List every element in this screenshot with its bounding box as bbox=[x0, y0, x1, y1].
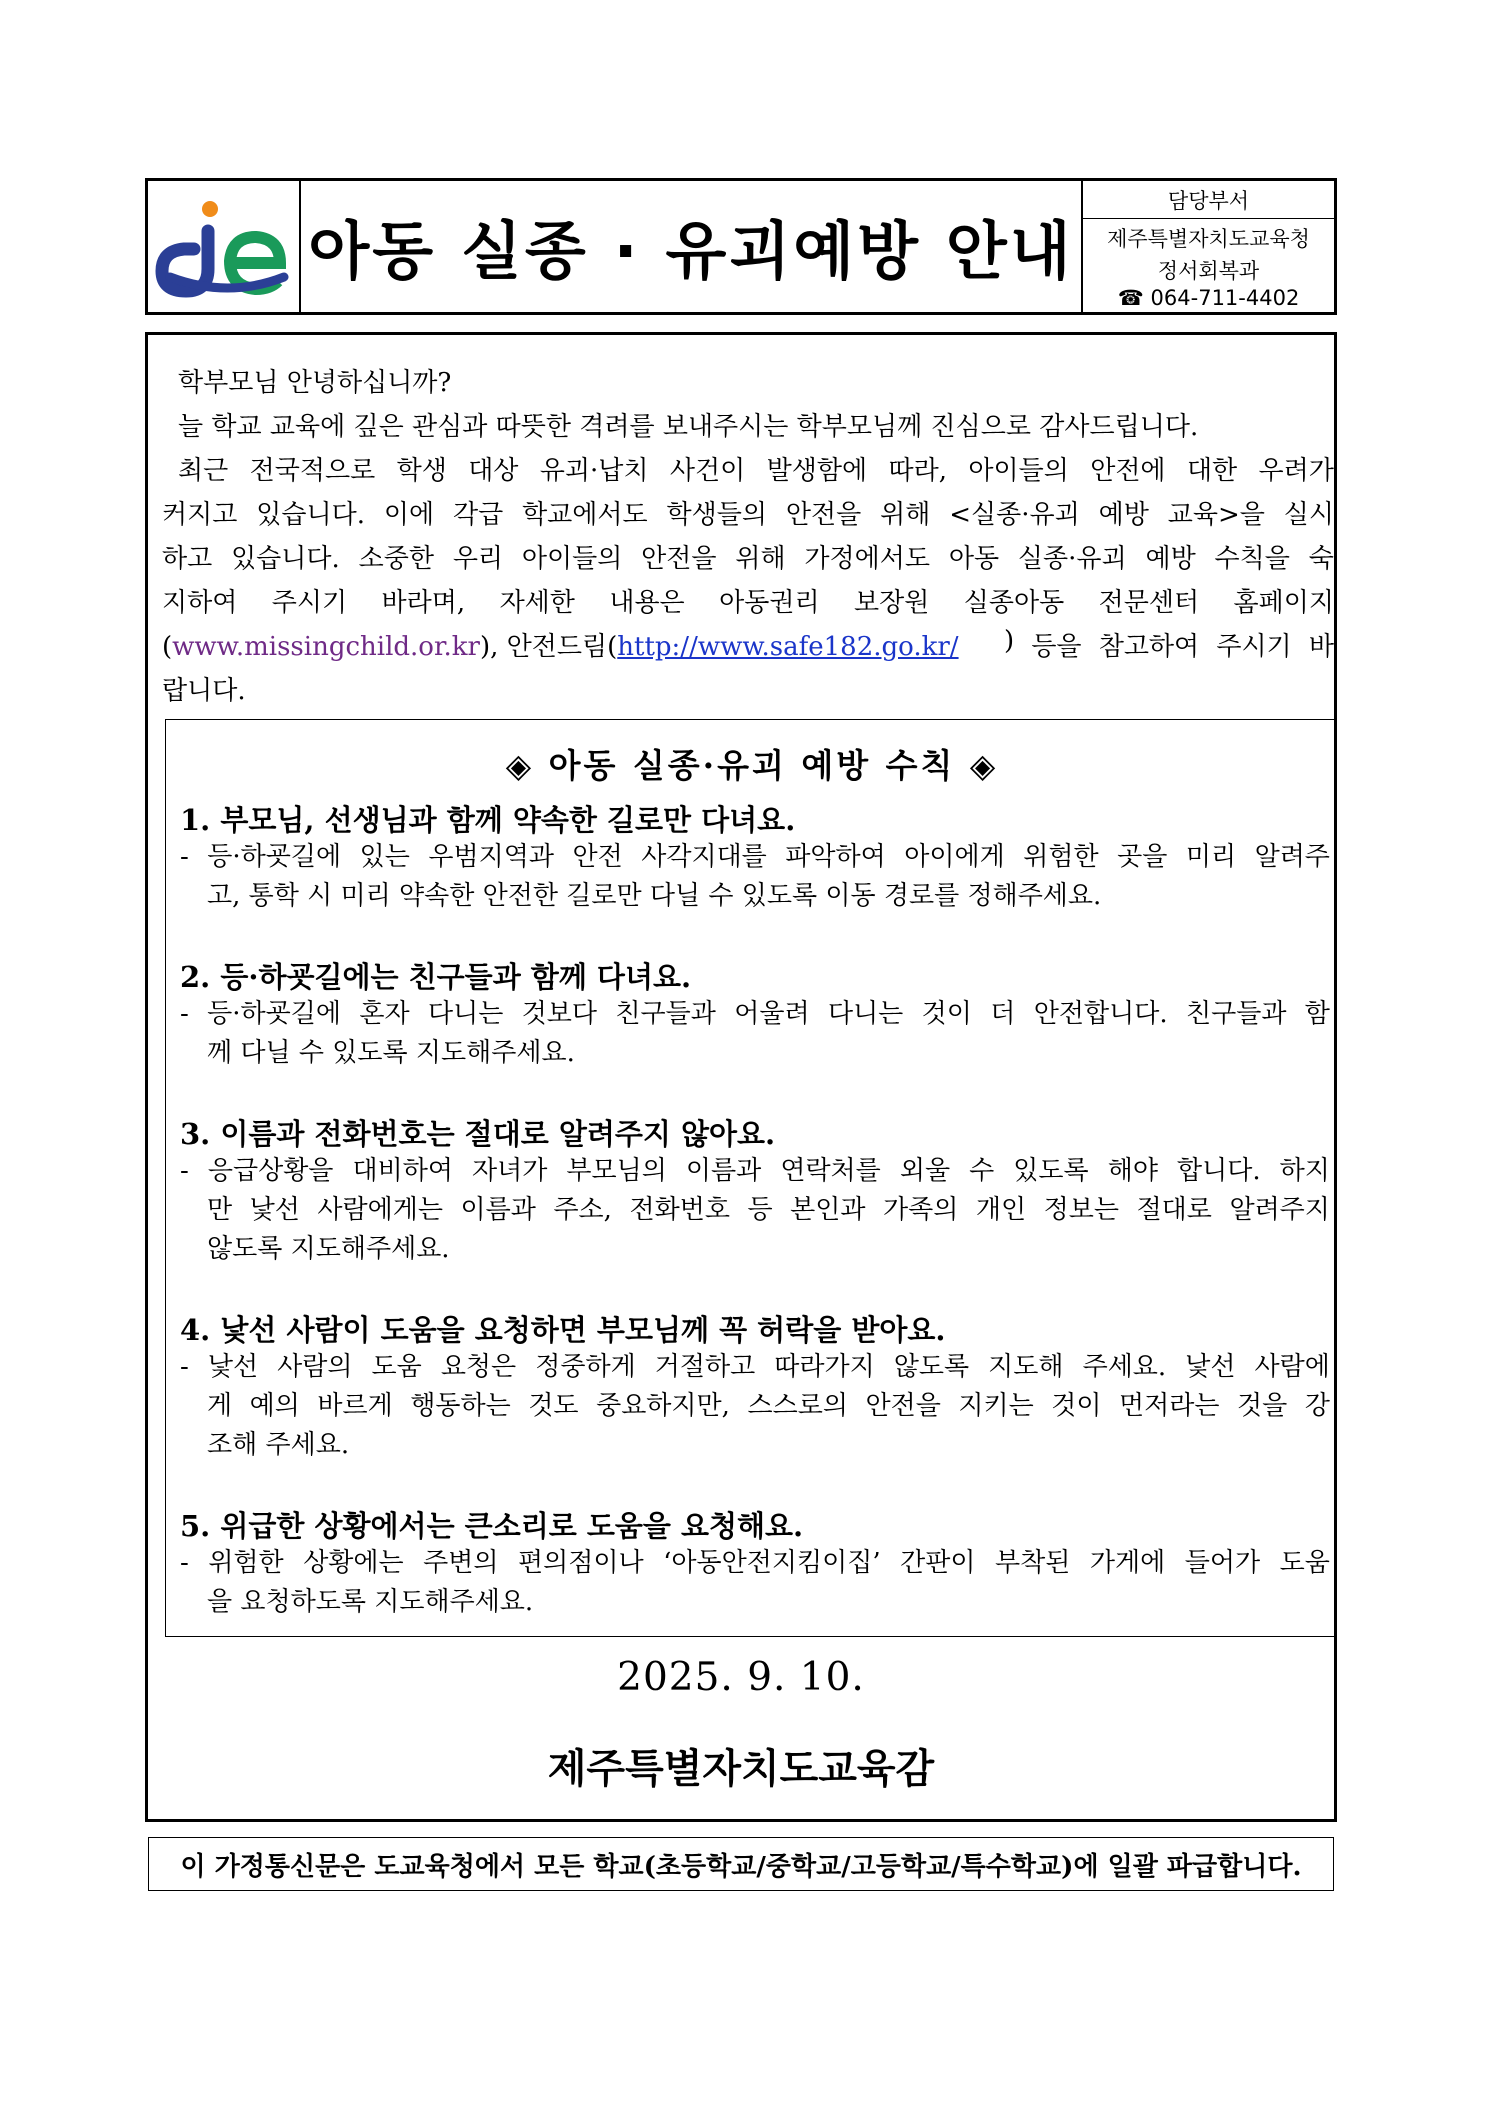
rule-line: 고, 통학 시 미리 약속한 안전한 길로만 다닐 수 있도록 이동 경로를 정해주세요. bbox=[207, 881, 1102, 911]
intro-word: 위해 bbox=[880, 500, 931, 530]
intro-word: 소중한 bbox=[358, 544, 434, 574]
intro-word: 각급 bbox=[452, 500, 504, 530]
intro-word: 최근 bbox=[178, 456, 229, 486]
intro-word: 아이들의 bbox=[968, 456, 1069, 486]
intro-word: 아동 bbox=[948, 544, 1000, 574]
intro-word: 바라며, bbox=[381, 588, 466, 618]
intro-line bbox=[162, 538, 1334, 575]
rule-description bbox=[180, 1152, 1330, 1269]
rule-heading: 2. 등·하굣길에는 친구들과 함께 다녀요. bbox=[180, 960, 692, 994]
intro-word: 실종아동 bbox=[963, 588, 1065, 618]
rules-box bbox=[165, 719, 1337, 1637]
intro-word: 이에 bbox=[383, 500, 435, 530]
thanks-line: 늘 학교 교육에 깊은 관심과 따뜻한 격려를 보내주시는 학부모님께 진심으로 감사드립니다. bbox=[178, 412, 1199, 442]
intro-word: 예방 bbox=[1145, 544, 1196, 574]
intro-word: 있습니다. bbox=[231, 544, 340, 574]
phone-icon: ☎ bbox=[1117, 286, 1144, 310]
department-division: 정서회복과 bbox=[1157, 259, 1260, 283]
rule-heading: 4. 낯선 사람이 도움을 요청하면 부모님께 꼭 허락을 받아요. bbox=[180, 1313, 946, 1347]
rule-line: - 응급상황을 대비하여 자녀가 부모님의 이름과 연락처를 외울 수 있도록 해야 합니다. 하지 bbox=[180, 1156, 1330, 1186]
phone-number: 064-711-4402 bbox=[1150, 286, 1300, 310]
intro-word: 주시기 bbox=[271, 588, 348, 618]
rule-heading: 3. 이름과 전화번호는 절대로 알려주지 않아요. bbox=[180, 1117, 776, 1151]
rule-line: - 낯선 사람의 도움 요청은 정중하게 거절하고 따라가지 않도록 지도해 주세요. 낯선 사람에 bbox=[180, 1352, 1330, 1382]
rule-heading: 1. 부모님, 선생님과 함께 약속한 길로만 다녀요. bbox=[180, 803, 796, 837]
link-line-right: ) 등을 참고하여 주시기 바 bbox=[1004, 626, 1334, 662]
intro-word: <실종·유괴 bbox=[949, 500, 1080, 530]
intro-word: 커지고 bbox=[162, 500, 238, 530]
header-table bbox=[145, 178, 1337, 315]
intro-word: 보장원 bbox=[853, 588, 930, 618]
intro-word: 학교에서도 bbox=[522, 500, 648, 530]
department-cell bbox=[1083, 181, 1334, 312]
safe182-link[interactable]: http://www.safe182.go.kr/ bbox=[617, 632, 959, 662]
intro-word: 교육>을 bbox=[1167, 500, 1265, 530]
intro-word: 안전을 bbox=[641, 544, 717, 574]
intro-word: 실시 bbox=[1283, 500, 1334, 530]
intro-line bbox=[178, 450, 1334, 487]
intro-word: 안전에 bbox=[1090, 456, 1166, 486]
intro-word: 하고 bbox=[162, 544, 213, 574]
intro-word: 자세한 bbox=[499, 588, 575, 618]
link-line bbox=[162, 626, 1334, 663]
rule-line: 을 요청하도록 지도해주세요. bbox=[207, 1587, 534, 1617]
rule-description bbox=[180, 1348, 1330, 1465]
intro-word: 학생들의 bbox=[666, 500, 767, 530]
intro-word: 우려가 bbox=[1258, 456, 1334, 486]
intro-word: 안전을 bbox=[785, 500, 862, 530]
intro-line bbox=[162, 582, 1334, 619]
intro-word: 우리 bbox=[452, 544, 504, 574]
department-label: 담당부서 bbox=[1083, 181, 1334, 219]
rule-line: 조해 주세요. bbox=[207, 1430, 350, 1460]
greeting: 학부모님 안녕하십니까? bbox=[178, 368, 452, 398]
department-phone bbox=[1083, 286, 1334, 310]
intro-line bbox=[162, 494, 1334, 531]
rules-title: ◈ 아동 실종·유괴 예방 수칙 ◈ bbox=[505, 746, 999, 785]
rule-line: 만 낯선 사람에게는 이름과 주소, 전화번호 등 본인과 가족의 개인 정보는 절대로 알려주지 bbox=[207, 1195, 1330, 1225]
intro-word: 대상 bbox=[468, 456, 519, 486]
rule-line: 게 예의 바르게 행동하는 것도 중요하지만, 스스로의 안전을 지키는 것이 먼저라는 것을 강 bbox=[207, 1391, 1330, 1421]
main-content-box bbox=[145, 332, 1337, 1822]
intro-word: 홈페이지 bbox=[1233, 588, 1334, 618]
signer: 제주특별자치도교육감 bbox=[547, 1745, 935, 1792]
intro-word: 사건이 bbox=[669, 456, 746, 486]
intro-word: 아동권리 bbox=[719, 588, 820, 618]
intro-word: 위해 bbox=[735, 544, 786, 574]
intro-word: 있습니다. bbox=[256, 500, 365, 530]
intro-word: 가정에서도 bbox=[804, 544, 931, 574]
intro-word: 예방 bbox=[1098, 500, 1149, 530]
intro-last-line: 랍니다. bbox=[162, 676, 246, 706]
logo-cell bbox=[148, 181, 301, 312]
link-mid: ), 안전드림( bbox=[479, 632, 618, 662]
rule-line: - 위험한 상황에는 주변의 편의점이나 ‘아동안전지킴이집’ 간판이 부착된 가게에 들어가 도움 bbox=[180, 1548, 1330, 1578]
intro-word: 전문센터 bbox=[1098, 588, 1200, 618]
intro-word: 실종·유괴 bbox=[1017, 544, 1127, 574]
intro-word: 수칙을 bbox=[1214, 544, 1290, 574]
rule-line: - 등·하굣길에 혼자 다니는 것보다 친구들과 어울려 다니는 것이 더 안전합니다. 친구들과 함 bbox=[180, 999, 1330, 1029]
intro-word: 학생 bbox=[396, 456, 447, 486]
document-title: 아동 실종 · 유괴예방 안내 bbox=[308, 215, 1074, 288]
rule-line: - 등·하굣길에 있는 우범지역과 안전 사각지대를 파악하여 아이에게 위험한 곳을 미리 알려주 bbox=[180, 842, 1330, 872]
intro-word: 숙 bbox=[1308, 544, 1334, 574]
rule-line: 께 다닐 수 있도록 지도해주세요. bbox=[207, 1038, 575, 1068]
intro-word: 내용은 bbox=[609, 588, 685, 618]
intro-word: 대한 bbox=[1186, 456, 1238, 486]
issue-date: 2025. 9. 10. bbox=[617, 1655, 865, 1700]
rule-description bbox=[180, 995, 1330, 1073]
rule-description bbox=[180, 838, 1330, 916]
department-office: 제주특별자치도교육청 bbox=[1107, 227, 1310, 251]
intro-word: 따라, bbox=[888, 456, 947, 486]
title-cell bbox=[301, 181, 1083, 312]
distribution-notice: 이 가정통신문은 도교육청에서 모든 학교(초등학교/중학교/고등학교/특수학교)에 일괄 파급합니다. bbox=[148, 1837, 1334, 1891]
intro-word: 지하여 bbox=[162, 588, 238, 618]
rule-description bbox=[180, 1544, 1330, 1622]
rule-heading: 5. 위급한 상황에서는 큰소리로 도움을 요청해요. bbox=[180, 1509, 804, 1543]
intro-word: 유괴·납치 bbox=[539, 456, 649, 486]
intro-word: 발생함에 bbox=[766, 456, 868, 486]
rule-line: 않도록 지도해주세요. bbox=[207, 1234, 450, 1264]
jeju-education-logo bbox=[148, 181, 298, 312]
intro-word: 전국적으로 bbox=[249, 456, 376, 486]
intro-word: 아이들의 bbox=[521, 544, 623, 574]
missingchild-link[interactable]: www.missingchild.or.kr bbox=[172, 632, 480, 662]
link-line-left: (www.missingchild.or.kr), 안전드림(http://www.safe182.go.kr/ bbox=[162, 632, 959, 662]
